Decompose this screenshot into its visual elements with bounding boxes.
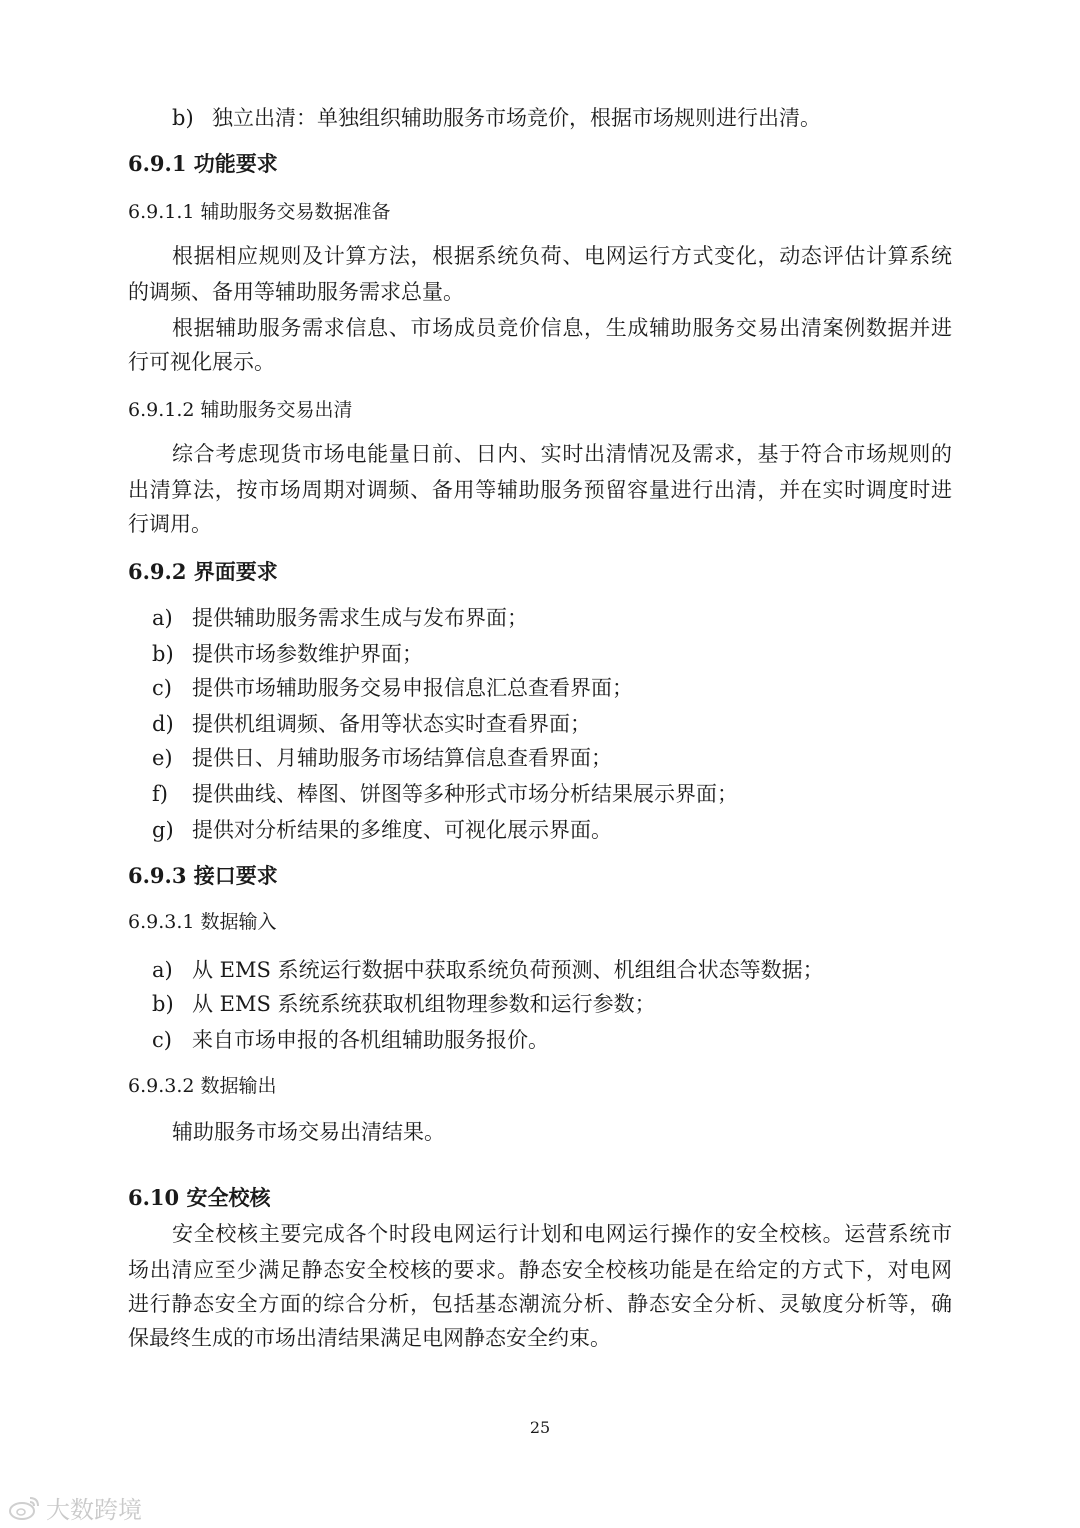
page-number: 25 (529, 1418, 551, 1437)
paragraph-line: 综合考虑现货市场电能量日前、日内、实时出清情况及需求，基于符合市场规则的 (172, 442, 952, 466)
heading-6-10: 6.10 安全校核 (128, 1185, 271, 1210)
intro-list-item: b) 独立出清：单独组织辅助服务市场竞价，根据市场规则进行出清。 (172, 106, 821, 130)
heading-6-9-1: 6.9.1 功能要求 (128, 151, 278, 176)
paragraph-line: 出清算法，按市场周期对调频、备用等辅助服务预留容量进行出清，并在实时调度时进 (128, 478, 952, 502)
list-item: e) 提供日、月辅助服务市场结算信息查看界面； (152, 746, 612, 770)
paragraph-line: 进行静态安全方面的综合分析，包括基态潮流分析、静态安全分析、灵敏度分析等，确 (128, 1292, 952, 1316)
paragraph-line: 行可视化展示。 (128, 350, 275, 374)
watermark (8, 1490, 142, 1525)
weibo-logo-icon (8, 1494, 42, 1522)
heading-6-9-3-1: 6.9.3.1 数据输入 (128, 911, 277, 933)
paragraph-line: 辅助服务市场交易出清结果。 (172, 1120, 445, 1144)
heading-6-9-3: 6.9.3 接口要求 (128, 863, 278, 888)
list-item: b) 提供市场参数维护界面； (152, 642, 423, 666)
paragraph-line: 行调用。 (128, 512, 212, 536)
paragraph-line: 根据相应规则及计算方法，根据系统负荷、电网运行方式变化，动态评估计算系统 (172, 244, 952, 268)
list-item: c) 提供市场辅助服务交易申报信息汇总查看界面； (152, 676, 633, 700)
heading-6-9-3-2: 6.9.3.2 数据输出 (128, 1075, 277, 1097)
heading-6-9-1-1: 6.9.1.1 辅助服务交易数据准备 (128, 201, 391, 223)
list-item: f) 提供曲线、棒图、饼图等多种形式市场分析结果展示界面； (152, 782, 738, 806)
watermark-text: 大数跨境 (46, 1496, 142, 1524)
list-item: a) 提供辅助服务需求生成与发布界面； (152, 606, 528, 630)
list-item: b) 从 EMS 系统系统获取机组物理参数和运行参数； (152, 992, 656, 1016)
paragraph-line: 安全校核主要完成各个时段电网运行计划和电网运行操作的安全校核。运营系统市 (172, 1222, 952, 1246)
heading-6-9-2: 6.9.2 界面要求 (128, 559, 278, 584)
paragraph-line: 的调频、备用等辅助服务需求总量。 (128, 280, 464, 304)
paragraph-line: 场出清应至少满足静态安全校核的要求。静态安全校核功能是在给定的方式下，对电网 (128, 1258, 952, 1282)
list-item: c) 来自市场申报的各机组辅助服务报价。 (152, 1028, 549, 1052)
list-item: d) 提供机组调频、备用等状态实时查看界面； (152, 712, 591, 736)
heading-6-9-1-2: 6.9.1.2 辅助服务交易出清 (128, 399, 353, 421)
list-item: a) 从 EMS 系统运行数据中获取系统负荷预测、机组组合状态等数据； (152, 958, 824, 982)
paragraph-line: 根据辅助服务需求信息、市场成员竞价信息，生成辅助服务交易出清案例数据并进 (172, 316, 952, 340)
list-item: g) 提供对分析结果的多维度、可视化展示界面。 (152, 818, 612, 842)
paragraph-line: 保最终生成的市场出清结果满足电网静态安全约束。 (128, 1326, 611, 1350)
